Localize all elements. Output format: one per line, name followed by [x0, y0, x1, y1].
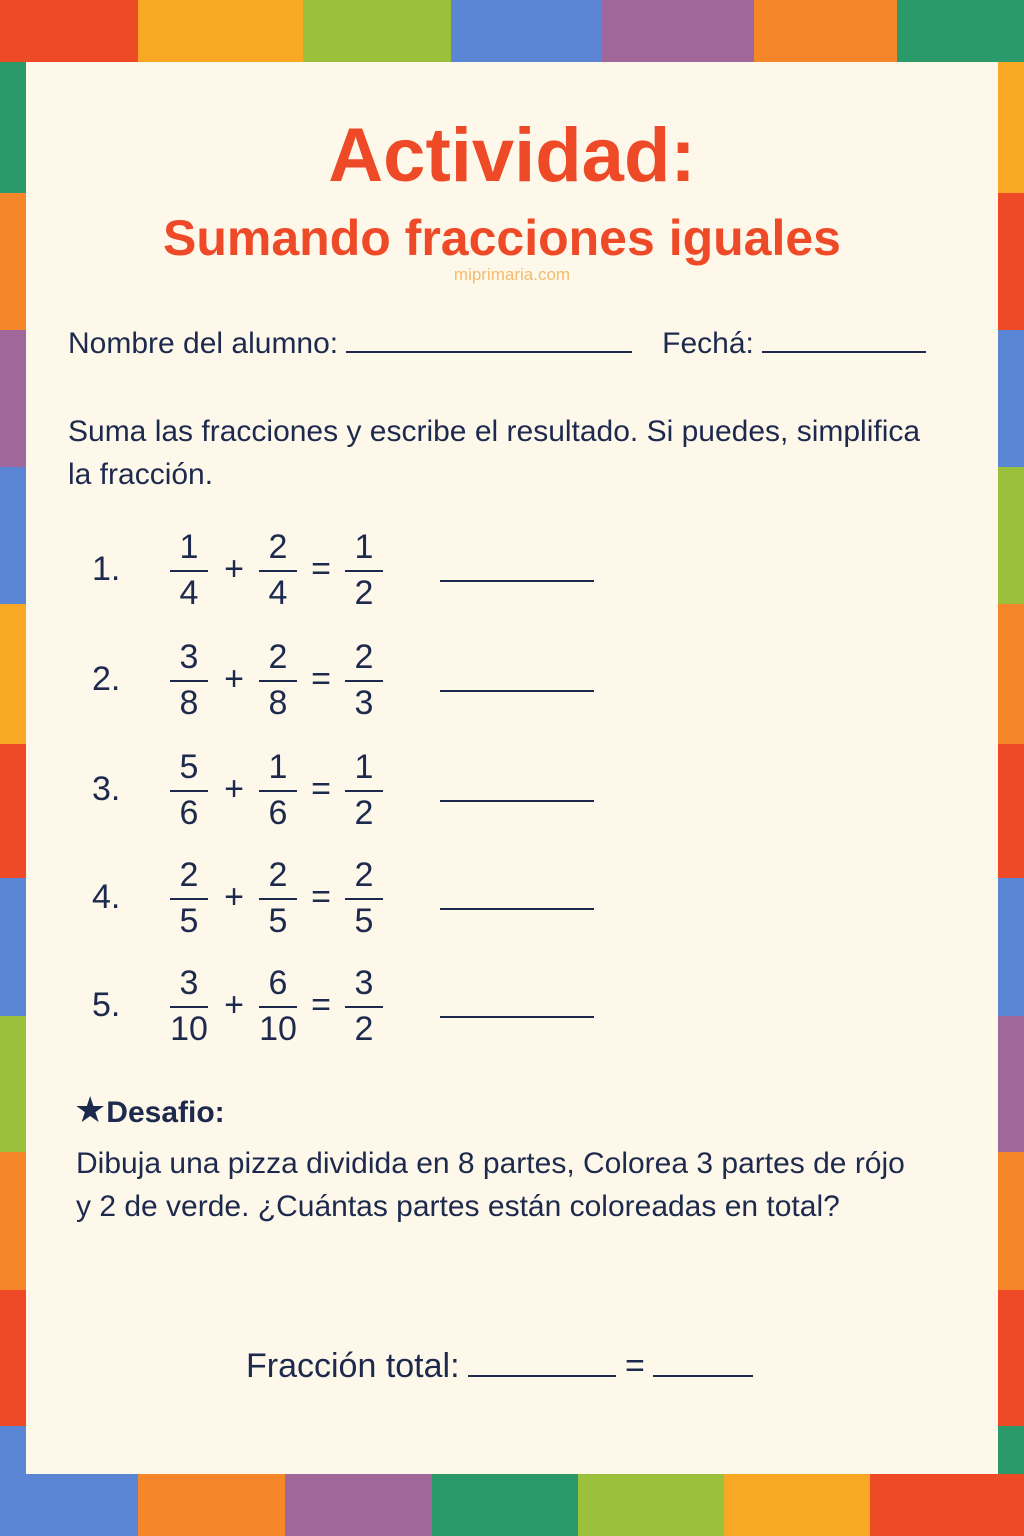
border-left-block: [0, 604, 26, 744]
denominator: 8: [179, 684, 199, 722]
border-top-block: [451, 0, 602, 62]
answer-field[interactable]: [440, 580, 594, 582]
answer-field[interactable]: [440, 1016, 594, 1018]
fraction-bar: [170, 1006, 208, 1008]
fraction-bar: [259, 898, 297, 900]
border-left-block: [0, 744, 26, 878]
plus-sign: +: [224, 550, 244, 588]
border-right-block: [998, 1290, 1024, 1426]
name-label: Nombre del alumno:: [68, 327, 339, 360]
fraction-bar: [170, 570, 208, 572]
instruction-text: Suma las fracciones y escribe el resultado. Si puedes, simplifica la fracción.: [68, 415, 921, 491]
denominator: 6: [268, 794, 288, 832]
equals-sign: =: [311, 660, 331, 698]
denominator: 3: [354, 684, 374, 722]
border-top-block: [602, 0, 754, 62]
date-label: Fechá:: [662, 327, 754, 360]
simplified-answer-field[interactable]: [653, 1375, 753, 1377]
page-subtitle: Sumando fracciones iguales: [163, 210, 841, 266]
border-bottom-block: [138, 1474, 285, 1536]
numerator: 3: [354, 964, 374, 1002]
border-left-block: [0, 1290, 26, 1426]
numerator: 1: [268, 748, 288, 786]
site-watermark: miprimaria.com: [453, 265, 571, 284]
border-right-block: [998, 878, 1024, 1016]
student-info-row: [68, 326, 926, 362]
challenge-label: Desafio:: [106, 1096, 225, 1129]
problem-row: [90, 640, 650, 730]
border-right-block: [998, 467, 1024, 604]
plus-sign: +: [224, 770, 244, 808]
equals-sign: =: [311, 986, 331, 1024]
numerator: 2: [268, 528, 288, 566]
answer-field[interactable]: [440, 800, 594, 802]
numerator: 1: [354, 748, 374, 786]
numerator: 2: [268, 638, 288, 676]
fraction-bar: [345, 790, 383, 792]
fraction-bar: [345, 898, 383, 900]
problem-number: 1.: [92, 550, 121, 588]
denominator: 2: [354, 574, 374, 612]
border-left-block: [0, 467, 26, 604]
problem-row: [90, 750, 650, 840]
fraction-bar: [170, 790, 208, 792]
problem-row: [90, 530, 650, 620]
problem-number: 4.: [92, 878, 121, 916]
numerator: 5: [179, 748, 199, 786]
numerator: 6: [268, 964, 288, 1002]
border-right-block: [998, 1426, 1024, 1474]
numerator: 3: [179, 638, 199, 676]
problem-row: [90, 966, 650, 1056]
border-left-block: [0, 878, 26, 1016]
denominator: 6: [179, 794, 199, 832]
plus-sign: +: [224, 986, 244, 1024]
fraction-bar: [259, 790, 297, 792]
border-top-block: [138, 0, 303, 62]
border-bottom-block: [724, 1474, 870, 1536]
fraction-bar: [345, 680, 383, 682]
total-fraction-row: [246, 1346, 753, 1387]
name-field[interactable]: [346, 351, 632, 353]
denominator: 4: [268, 574, 288, 612]
border-top-block: [754, 0, 897, 62]
border-top-block: [0, 0, 138, 62]
date-field[interactable]: [762, 351, 926, 353]
denominator: 5: [268, 902, 288, 940]
fraction-bar: [259, 680, 297, 682]
equals-sign: =: [311, 770, 331, 808]
total-answer-field[interactable]: [468, 1375, 616, 1377]
fraction-bar: [345, 570, 383, 572]
equals-sign: =: [311, 878, 331, 916]
fraction-bar: [170, 680, 208, 682]
border-right-block: [998, 744, 1024, 878]
plus-sign: +: [224, 660, 244, 698]
problem-number: 5.: [92, 986, 121, 1024]
border-left-block: [0, 1016, 26, 1152]
fraction-bar: [259, 570, 297, 572]
plus-sign: +: [224, 878, 244, 916]
numerator: 2: [179, 856, 199, 894]
border-right-block: [998, 1152, 1024, 1290]
denominator: 10: [259, 1010, 297, 1048]
total-label: Fracción total:: [246, 1347, 460, 1385]
border-top-block: [303, 0, 451, 62]
challenge-text: Dibuja una pizza dividida en 8 partes, Colorea 3 partes de rójo y 2 de verde. ¿Cuántas partes están coloreadas en total?: [76, 1147, 905, 1223]
numerator: 2: [354, 638, 374, 676]
denominator: 2: [354, 1010, 374, 1048]
border-bottom-block: [432, 1474, 578, 1536]
problem-number: 3.: [92, 770, 121, 808]
fraction-bar: [170, 898, 208, 900]
border-top-block: [897, 0, 1024, 62]
border-right-block: [998, 330, 1024, 467]
problem-row: [90, 858, 650, 948]
denominator: 10: [170, 1010, 208, 1048]
numerator: 1: [354, 528, 374, 566]
page-title: Actividad:: [328, 113, 696, 198]
answer-field[interactable]: [440, 690, 594, 692]
fraction-bar: [345, 1006, 383, 1008]
denominator: 5: [179, 902, 199, 940]
total-equals: =: [624, 1347, 645, 1385]
equals-sign: =: [311, 550, 331, 588]
border-bottom-block: [285, 1474, 432, 1536]
denominator: 8: [268, 684, 288, 722]
border-right-block: [998, 1016, 1024, 1152]
border-right-block: [998, 604, 1024, 744]
denominator: 4: [179, 574, 199, 612]
border-left-block: [0, 1426, 26, 1474]
border-bottom-block: [0, 1474, 138, 1536]
denominator: 2: [354, 794, 374, 832]
problem-number: 2.: [92, 660, 121, 698]
answer-field[interactable]: [440, 908, 594, 910]
numerator: 1: [179, 528, 199, 566]
border-bottom-block: [578, 1474, 724, 1536]
numerator: 2: [354, 856, 374, 894]
star-icon: ★: [74, 1089, 107, 1130]
border-bottom-block: [870, 1474, 1024, 1536]
numerator: 2: [268, 856, 288, 894]
numerator: 3: [179, 964, 199, 1002]
fraction-bar: [259, 1006, 297, 1008]
border-left-block: [0, 1152, 26, 1290]
border-left-block: [0, 330, 26, 467]
denominator: 5: [354, 902, 374, 940]
challenge-heading: [74, 1089, 225, 1130]
